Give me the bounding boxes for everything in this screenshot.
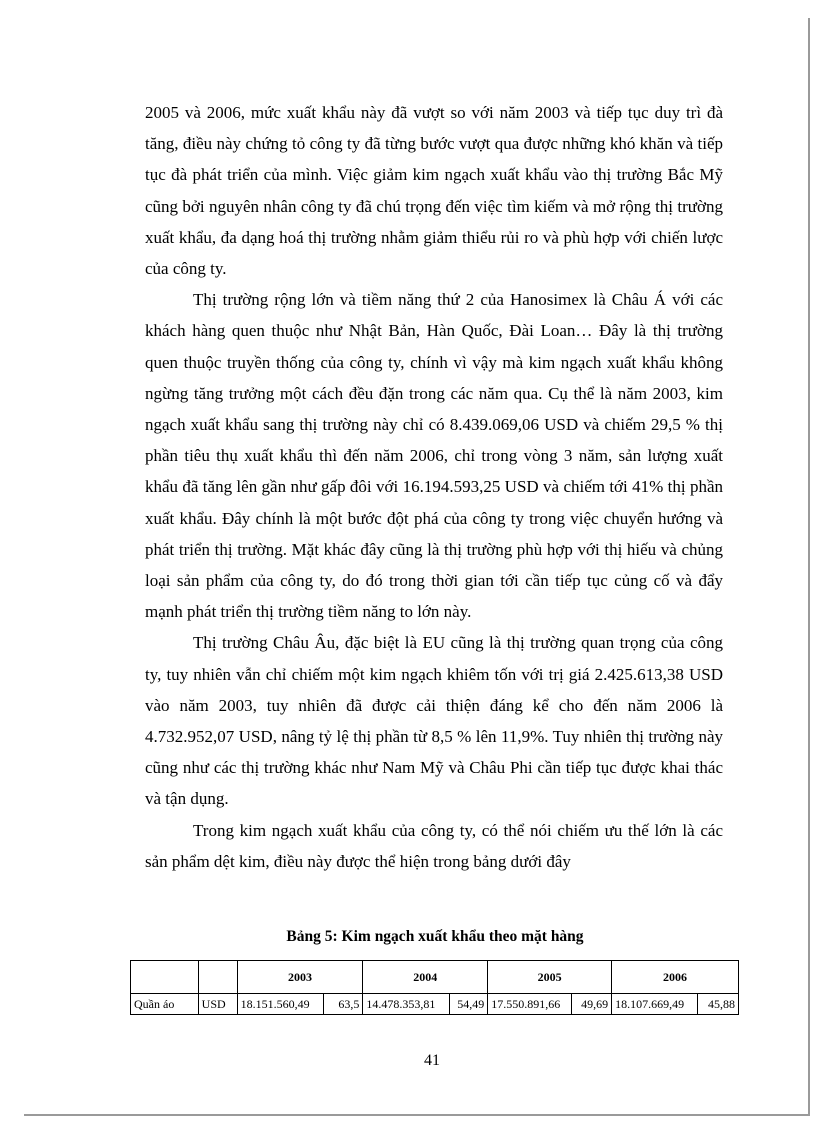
header-empty-cell: [198, 961, 237, 994]
document-body: [145, 97, 723, 877]
amount-cell: 18.151.560,49: [237, 994, 324, 1015]
table-title: Bảng 5: Kim ngạch xuất khẩu theo mặt hàng: [286, 928, 584, 945]
header-empty-cell: [131, 961, 199, 994]
year-header: 2006: [612, 961, 739, 994]
year-header: 2005: [488, 961, 612, 994]
table-header-row: [131, 961, 739, 994]
item-cell: Quần áo: [131, 994, 199, 1015]
table-row: [131, 994, 739, 1015]
amount-cell: 17.550.891,66: [488, 994, 572, 1015]
year-header: 2003: [237, 961, 363, 994]
unit-cell: USD: [198, 994, 237, 1015]
paragraph-1: 2005 và 2006, mức xuất khẩu này đã vượt so với năm 2003 và tiếp tục duy trì đà tăng, điều này chứng tỏ công ty đã từng bước vượt qua được những khó khăn và tiếp tục đà phát triển của mình. Việc giảm kim ngạch xuất khẩu vào thị trường Bắc Mỹ cũng bởi nguyên nhân công ty đã chú trọng đến việc tìm kiếm và mở rộng thị trường xuất khẩu, đa dạng hoá thị trường nhằm giảm thiểu rủi ro và phù hợp với chiến lược của công ty.: [145, 103, 723, 279]
year-header: 2004: [363, 961, 488, 994]
export-table: [130, 960, 739, 1015]
paragraph-4: Trong kim ngạch xuất khẩu của công ty, có thể nói chiếm ưu thế lớn là các sản phẩm dệt kim, điều này được thể hiện trong bảng dưới đây: [145, 820, 723, 871]
percent-cell: 63,5: [324, 994, 363, 1015]
percent-cell: 54,49: [450, 994, 488, 1015]
amount-cell: 18.107.669,49: [612, 994, 698, 1015]
paragraph-2: Thị trường rộng lớn và tiềm năng thứ 2 của Hanosimex là Châu Á với các khách hàng quen thuộc như Nhật Bản, Hàn Quốc, Đài Loan… Đây là thị trường quen thuộc truyền thống của công ty, chính vì vậy mà kim ngạch xuất khẩu không ngừng tăng trưởng một cách đều đặn trong các năm qua. Cụ thể là năm 2003, kim ngạch xuất khẩu sang thị trường này chỉ có 8.439.069,06 USD và chiếm 29,5 % thị phần tiêu thụ xuất khẩu thì đến năm 2006, chỉ trong vòng 3 năm, sản lượng xuất khẩu đã tăng lên gần như gấp đôi với 16.194.593,25 USD và chiếm tới 41% thị phần xuất khẩu. Đây chính là một bước đột phá của công ty trong việc chuyển hướng và phát triển thị trường. Mặt khác đây cũng là thị trường phù hợp với thị hiếu và chủng loại sản phẩm của công ty, do đó trong thời gian tới cần tiếp tục củng cố và đẩy mạnh phát triển thị trường tiềm năng to lớn này.: [145, 290, 723, 622]
percent-cell: 45,88: [697, 994, 738, 1015]
percent-cell: 49,69: [572, 994, 612, 1015]
paragraph-3: Thị trường Châu Âu, đặc biệt là EU cũng là thị trường quan trọng của công ty, tuy nhiên vẫn chỉ chiếm một kim ngạch khiêm tốn với trị giá 2.425.613,38 USD vào năm 2003, tuy nhiên đã được cải thiện đáng kể cho đến năm 2006 là 4.732.952,07 USD, nâng tỷ lệ thị phần từ 8,5 % lên 11,9%. Tuy nhiên thị trường này cũng như các thị trường khác như Nam Mỹ và Châu Phi cần tiếp tục được khai thác và tận dụng.: [145, 633, 723, 809]
amount-cell: 14.478.353,81: [363, 994, 450, 1015]
page-number: 41: [424, 1052, 440, 1069]
